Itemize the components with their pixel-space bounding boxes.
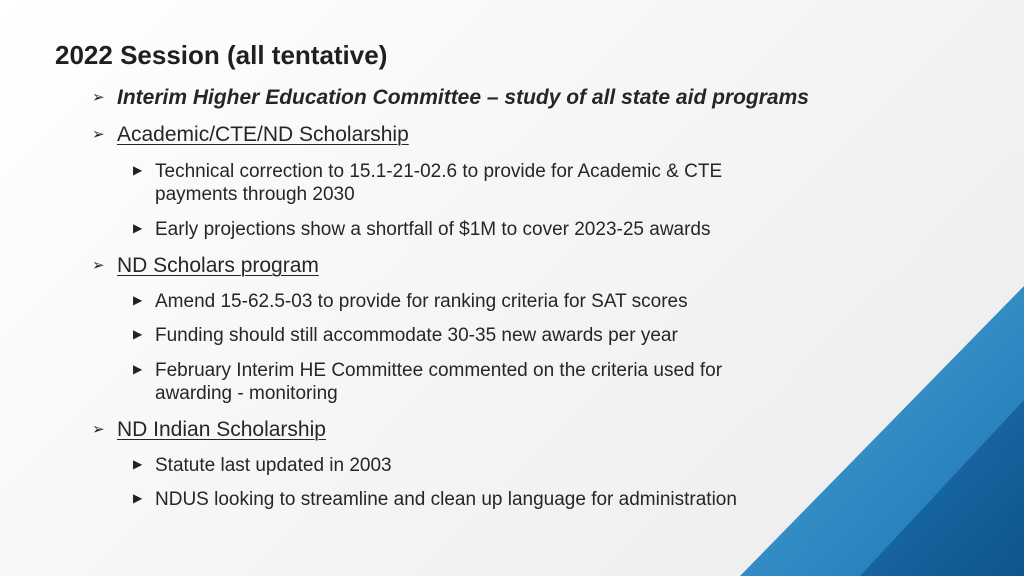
section-link-academic-cte[interactable]: Academic/CTE/ND Scholarship [117,123,409,146]
sub-bullet-text: Early projections show a shortfall of $1M to cover 2023-25 awards [155,219,711,240]
sub-bullet-text: NDUS looking to streamline and clean up language for administration [155,489,737,510]
triangle-bullet-icon: ▶ [133,327,143,341]
section-link-nd-scholars[interactable]: ND Scholars program [117,254,319,277]
sub-bullet-line: February Interim HE Committee commented on the criteria used for [155,360,723,381]
arrow-bullet-icon: ➢ [92,421,105,438]
bullet-text: Interim Higher Education Committee – study of all state aid programs [117,86,809,109]
triangle-bullet-icon: ▶ [133,491,143,505]
sub-bullet-line: Technical correction to 15.1-21-02.6 to provide for Academic & CTE [155,161,723,182]
sub-bullet-text: Amend 15-62.5-03 to provide for ranking criteria for SAT scores [155,291,688,312]
sub-bullet-line: awarding - monitoring [155,383,338,404]
sub-bullet-text: Statute last updated in 2003 [155,455,392,476]
sub-bullet-line: payments through 2030 [155,184,355,205]
slide-title: 2022 Session (all tentative) [55,40,388,70]
sub-bullet-text [155,160,875,206]
arrow-bullet-icon: ➢ [92,257,105,274]
section-link-nd-indian[interactable]: ND Indian Scholarship [117,418,326,441]
triangle-bullet-icon: ▶ [133,293,143,307]
triangle-bullet-icon: ▶ [133,221,143,235]
triangle-bullet-icon: ▶ [133,362,143,376]
arrow-bullet-icon: ➢ [92,126,105,143]
sub-bullet-text [155,359,875,405]
arrow-bullet-icon: ➢ [92,89,105,106]
sub-bullet-text: Funding should still accommodate 30-35 new awards per year [155,325,678,346]
triangle-bullet-icon: ▶ [133,163,143,177]
triangle-bullet-icon: ▶ [133,457,143,471]
